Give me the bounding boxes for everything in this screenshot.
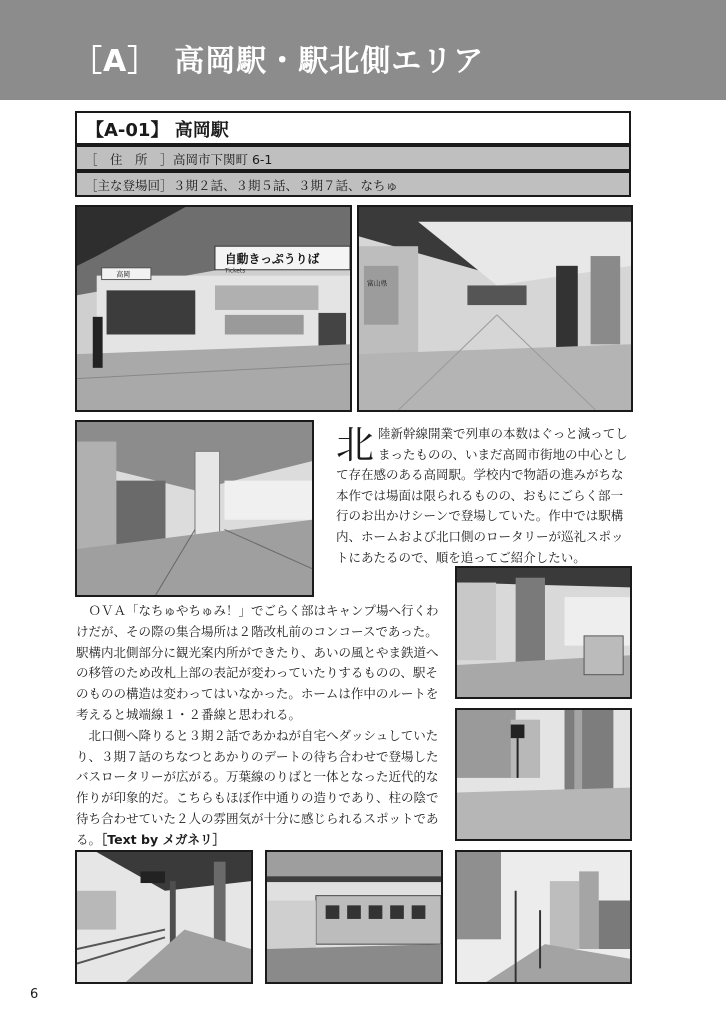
paragraph-1: ＯＶＡ「なちゅやちゅみ！」でごらく部はキャンプ場へ行くわけだが、その際の集合場所は２階改札前のコンコースであった。駅構内北側部分に観光案内所ができたり、あいの風とやま鉄道への移管のため改札上部の表記が変わっていたりするものの、駅そのものの構造は変わってはいなかった。ホームは作中のルートを考えると城端線１・２番線と思われる。 bbox=[76, 603, 439, 722]
body-text bbox=[76, 601, 446, 851]
credit: ［Text by メガネリ］ bbox=[101, 831, 225, 847]
address-label: ［ 住 所 ］ bbox=[85, 152, 173, 167]
photo-bus-rotary bbox=[455, 708, 632, 841]
photo-concourse bbox=[357, 205, 633, 412]
episodes-row bbox=[75, 171, 631, 197]
station-sign-left: 高岡 bbox=[116, 270, 131, 279]
episodes-value: ３期２話、３期５話、３期７話、なちゅ bbox=[173, 178, 399, 193]
photo-platform bbox=[75, 850, 253, 984]
page-number: 6 bbox=[30, 987, 39, 1002]
spot-info-box bbox=[75, 111, 631, 197]
photo-ticket-hall bbox=[75, 205, 352, 412]
poster-text: 富山県 bbox=[366, 279, 388, 288]
photo-walkway bbox=[75, 420, 314, 597]
ticket-sign-sub: Tickets bbox=[224, 268, 246, 275]
spot-heading: 【A-01】 高岡駅 bbox=[86, 120, 229, 141]
address-row bbox=[75, 145, 631, 171]
address-value: 高岡市下関町 6-1 bbox=[173, 152, 273, 167]
photo-train bbox=[265, 850, 443, 984]
photo-street bbox=[455, 850, 632, 984]
dropcap: 北 bbox=[336, 423, 375, 467]
header-banner bbox=[0, 0, 726, 100]
page-title: ［A］ 高岡駅・駅北側エリア bbox=[72, 44, 485, 79]
intro-text bbox=[336, 424, 632, 568]
ticket-sign-text: 自動きっぷうりば bbox=[224, 251, 320, 266]
spot-heading-box bbox=[75, 111, 631, 145]
episodes-label: ［主な登場回］ bbox=[85, 178, 173, 193]
paragraph-2: 北口側へ降りると３期２話であかねが自宅へダッシュしていたり、３期７話のちなつとあかりのデートの待ち合わせで登場したバスロータリーが広がる。万葉線のりばと一体となった近代的な作りが印象的だ。こちらもほぼ作中通りの造りであり、柱の陰で待ち合わせていた２人の雰囲気が十分に感じられるスポットである。 bbox=[76, 727, 439, 847]
intro-paragraph: 陸新幹線開業で列車の本数はぐっと減ってしまったものの、いまだ高岡市街地の中心として存在感のある高岡駅。学校内で物語の進みがちな本作では場面は限られるものの、おもにごらく部一行のお出かけシーンで登場していた。作中では駅構内、ホームおよび北口側のロータリーが巡礼スポットにあたるので、順を追ってご紹介したい。 bbox=[336, 426, 628, 565]
photo-gate-area bbox=[455, 566, 632, 699]
